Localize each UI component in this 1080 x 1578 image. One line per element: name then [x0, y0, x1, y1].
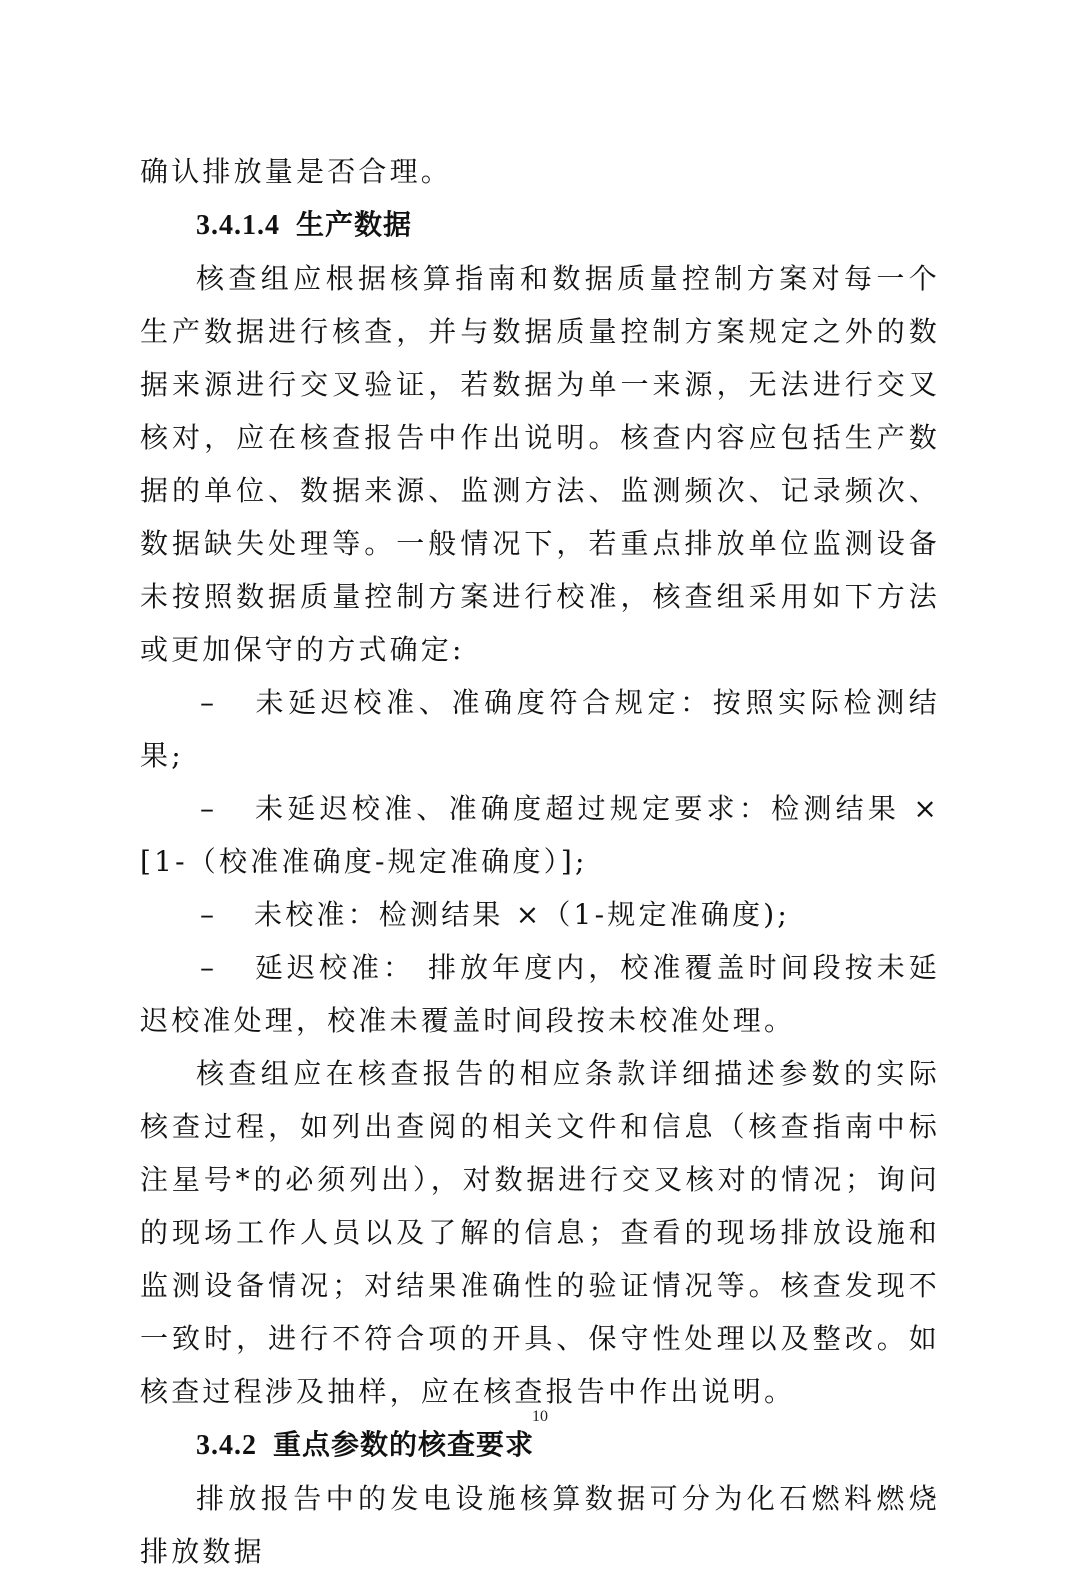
dash-marker: –	[200, 951, 218, 984]
list-item	[140, 676, 940, 782]
paragraph-key-parameters: 排放报告中的发电设施核算数据可分为化石燃料燃烧排放数据	[140, 1482, 940, 1568]
page-number: 10	[532, 1408, 548, 1425]
dash-marker: –	[200, 898, 218, 931]
list-item-text: 未延迟校准、准确度超过规定要求：检测结果 × [1-（校准准确度-规定准确度）];	[140, 792, 940, 878]
section-number: 3.4.1.4	[196, 210, 280, 241]
list-item-text: 延迟校准： 排放年度内，校准覆盖时间段按未延迟校准处理，校准未覆盖时间段按未校准处理。	[140, 951, 940, 1037]
dash-marker: –	[200, 686, 218, 719]
list-item	[140, 782, 940, 888]
list-item-text: 未延迟校准、准确度符合规定：按照实际检测结果;	[140, 686, 940, 772]
list-item	[140, 941, 940, 1047]
paragraph-continuation: 确认排放量是否合理。	[140, 155, 453, 188]
section-number: 3.4.2	[196, 1430, 257, 1461]
dash-marker: –	[200, 792, 218, 825]
list-item-text: 未校准：检测结果 ×（1-规定准确度);	[254, 898, 790, 931]
section-title: 生产数据	[296, 208, 413, 241]
section-heading-3-4-2	[140, 1418, 940, 1472]
section-heading-3-4-1-4	[140, 198, 940, 252]
section-title: 重点参数的核查要求	[273, 1428, 535, 1461]
paragraph-production-data: 核查组应根据核算指南和数据质量控制方案对每一个生产数据进行核查，并与数据质量控制方案规定之外的数据来源进行交叉验证，若数据为单一来源，无法进行交叉核对，应在核查报告中作出说明。核查内容应包括生产数据的单位、数据来源、监测方法、监测频次、记录频次、数据缺失处理等。一般情况下，若重点排放单位监测设备未按照数据质量控制方案进行校准，核查组采用如下方法或更加保守的方式确定:	[140, 262, 940, 666]
document-body	[140, 145, 940, 1578]
list-item	[140, 888, 940, 941]
paragraph-verification-process: 核查组应在核查报告的相应条款详细描述参数的实际核查过程，如列出查阅的相关文件和信息（核查指南中标注星号*的必须列出），对数据进行交叉核对的情况；询问的现场工作人员以及了解的信息；查看的现场排放设施和监测设备情况；对结果准确性的验证情况等。核查发现不一致时，进行不符合项的开具、保守性处理以及整改。如核查过程涉及抽样，应在核查报告中作出说明。	[140, 1057, 940, 1408]
